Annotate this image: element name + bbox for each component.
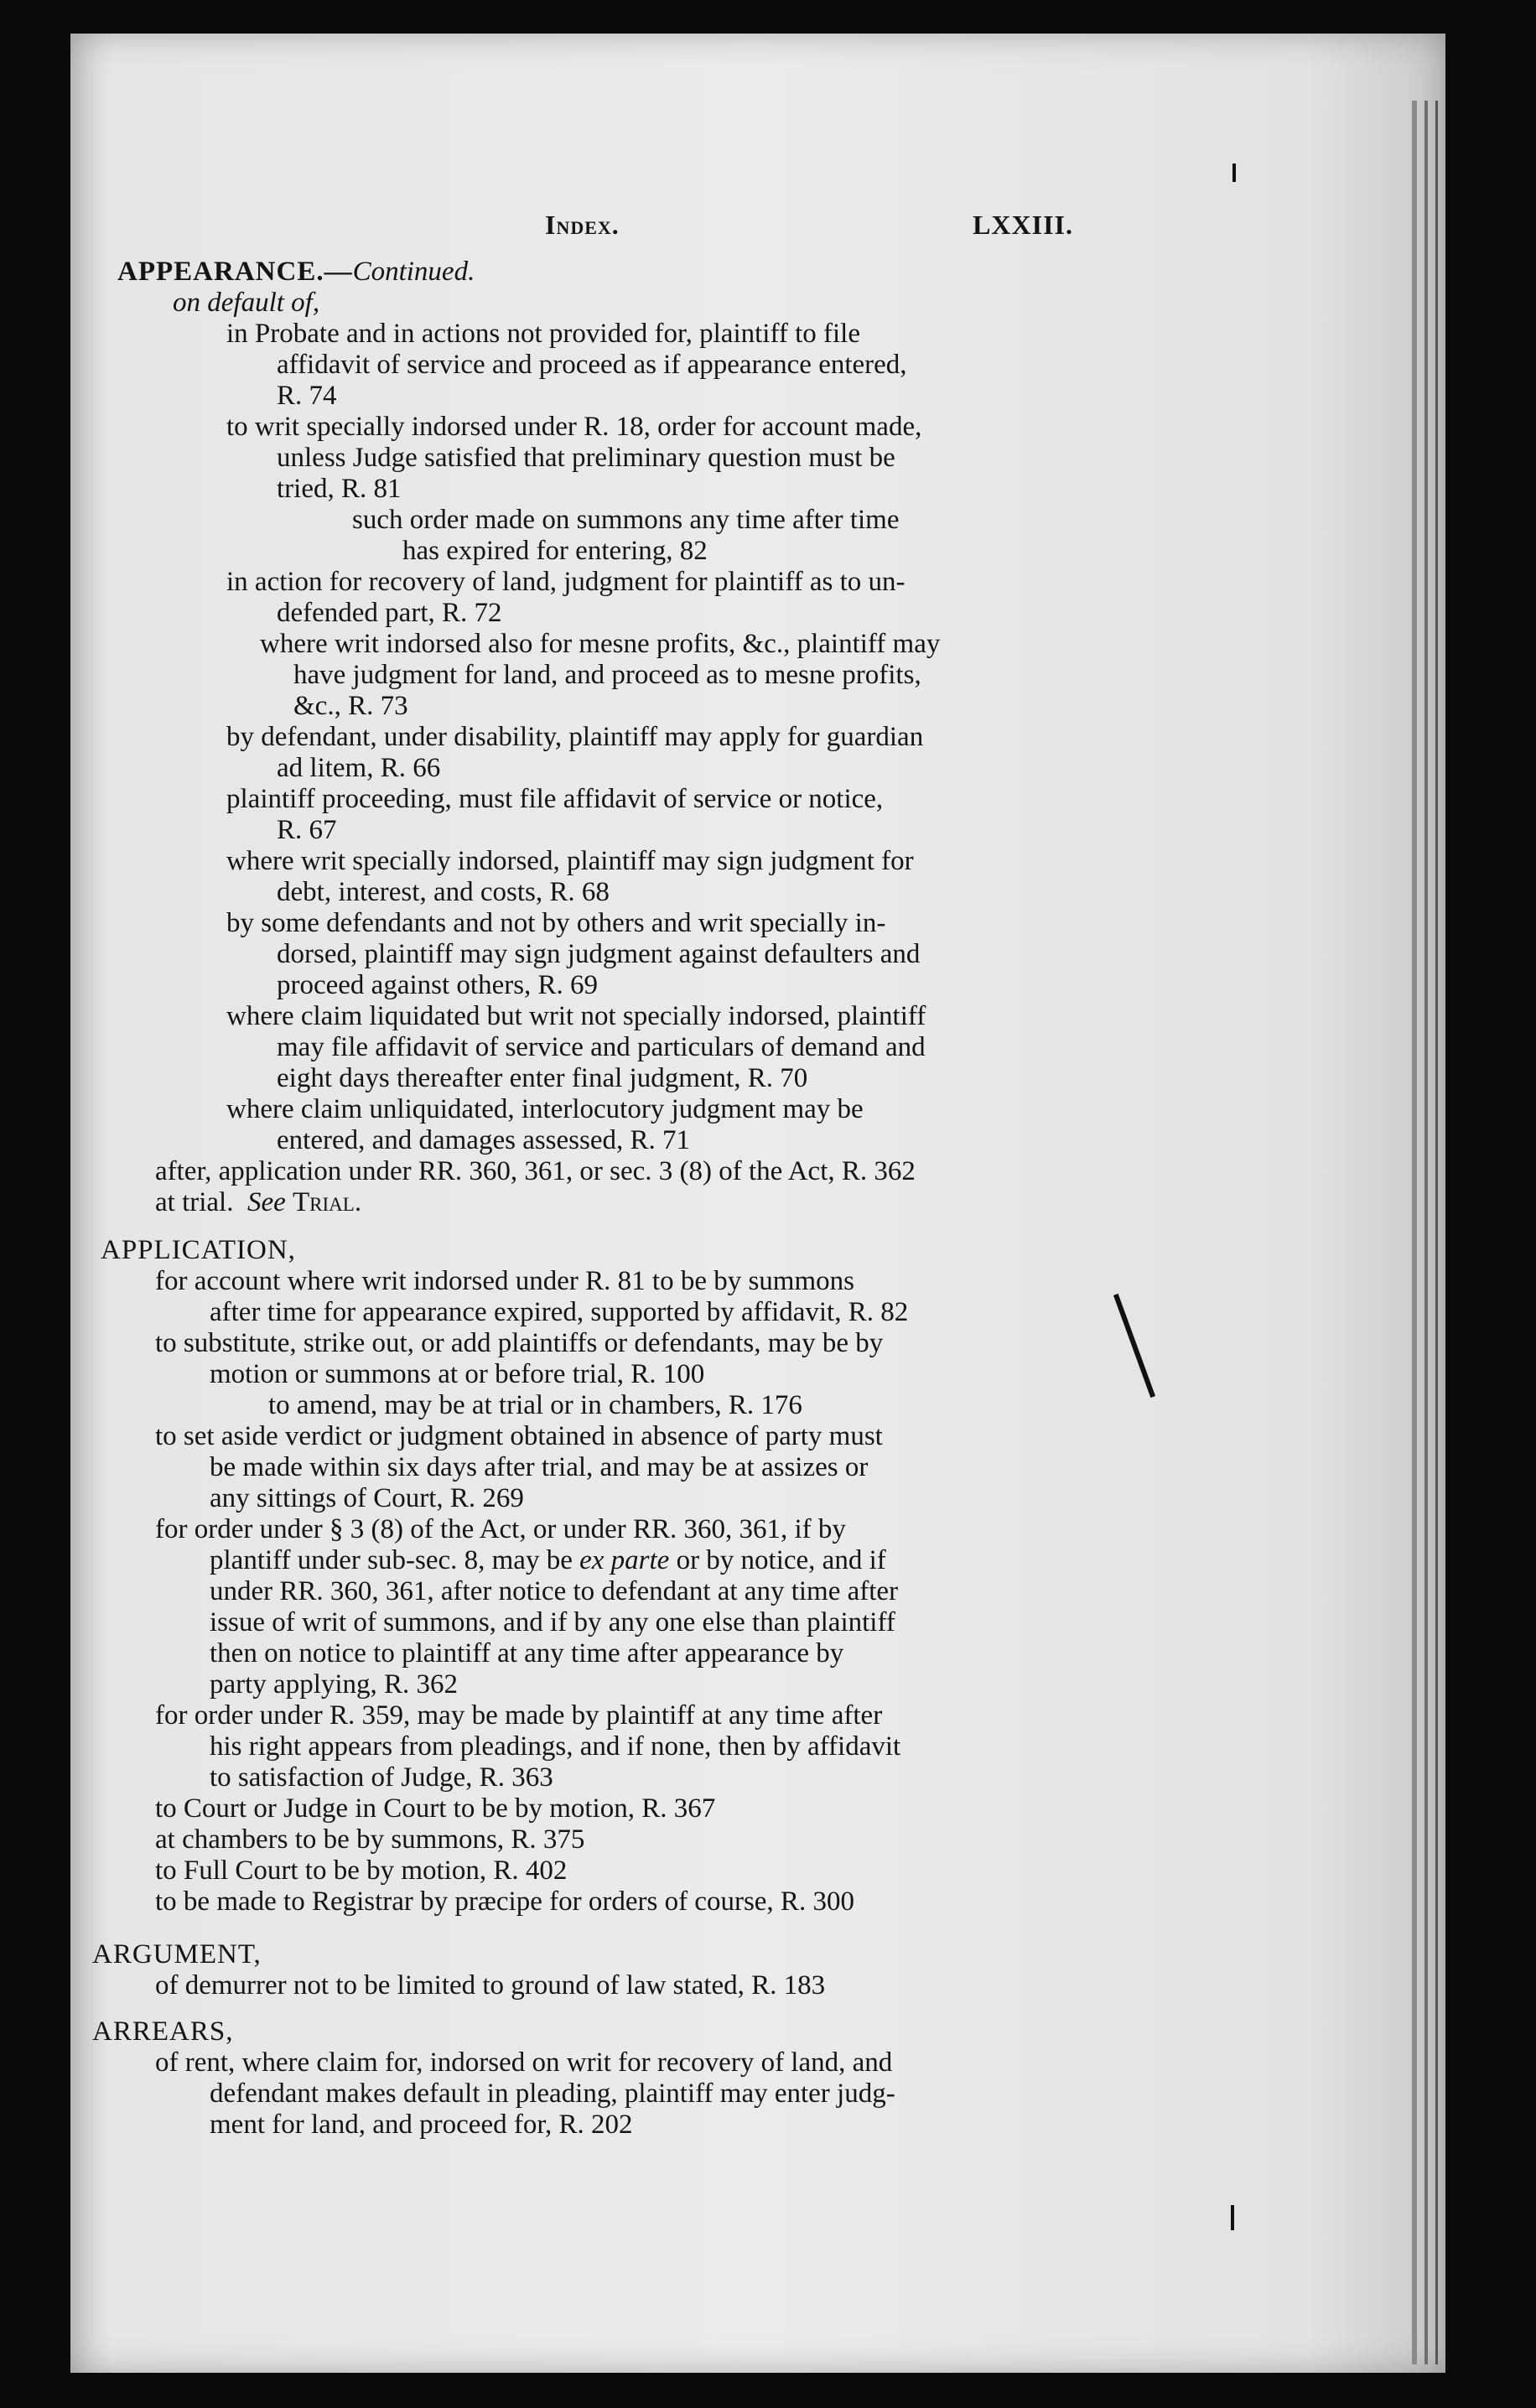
index-line: tried, R. 81 (277, 474, 402, 504)
index-line: to Full Court to be by motion, R. 402 (155, 1855, 568, 1886)
entry-heading-appearance: APPEARANCE.—Continued. (117, 257, 475, 287)
page-edge-shadow (1424, 101, 1428, 2364)
index-line: R. 67 (277, 815, 337, 845)
index-line: affidavit of service and proceed as if appearance entered, (277, 350, 907, 380)
index-line: R. 74 (277, 381, 337, 411)
index-line: under RR. 360, 361, after notice to defendant at any time after (210, 1576, 899, 1606)
page-edge-shadow (1435, 101, 1438, 2364)
index-line: any sittings of Court, R. 269 (210, 1483, 524, 1513)
entry-heading-arrears: ARREARS, (92, 2016, 234, 2047)
index-line: have judgment for land, and proceed as to mesne profits, (293, 660, 921, 690)
index-line: issue of writ of summons, and if by any one else than plaintiff (210, 1607, 895, 1637)
margin-pen-mark (1231, 2205, 1234, 2230)
index-line: where claim unliquidated, interlocutory judgment may be (226, 1094, 864, 1124)
index-line: be made within six days after trial, and may be at assizes or (210, 1452, 869, 1482)
index-line: to set aside verdict or judgment obtained in absence of party must (155, 1421, 883, 1451)
index-line: entered, and damages assessed, R. 71 (277, 1125, 691, 1155)
index-line: party applying, R. 362 (210, 1669, 459, 1700)
index-line: of demurrer not to be limited to ground of law stated, R. 183 (155, 1970, 826, 2001)
cross-reference: Trial. (293, 1187, 362, 1217)
index-line: at chambers to be by summons, R. 375 (155, 1824, 585, 1855)
index-line: debt, interest, and costs, R. 68 (277, 877, 610, 907)
index-line: defendant makes default in pleading, plaintiff may enter judg- (210, 2078, 895, 2109)
subheading: on default of, (173, 288, 320, 318)
index-line: in Probate and in actions not provided for, plaintiff to file (226, 319, 860, 349)
index-line: of rent, where claim for, indorsed on writ for recovery of land, and (155, 2047, 893, 2078)
index-line: where writ indorsed also for mesne profits, &c., plaintiff may (260, 629, 941, 659)
index-line: defended part, R. 72 (277, 598, 502, 628)
page-edge-shadow (1412, 101, 1417, 2364)
index-text-block (92, 210, 1073, 2141)
index-line: may file affidavit of service and particulars of demand and (277, 1032, 926, 1062)
entry-heading-application: APPLICATION, (101, 1235, 296, 1265)
page-number: LXXIII. (973, 210, 1073, 240)
index-line: to amend, may be at trial or in chambers, R. 176 (268, 1390, 802, 1420)
index-line: by some defendants and not by others and writ specially in- (226, 908, 886, 938)
index-line: in action for recovery of land, judgment for plaintiff as to un- (226, 567, 906, 597)
index-line: to Court or Judge in Court to be by motion, R. 367 (155, 1793, 716, 1824)
index-line: where claim liquidated but writ not specially indorsed, plaintiff (226, 1001, 926, 1031)
index-line: proceed against others, R. 69 (277, 970, 599, 1000)
index-line: after time for appearance expired, supported by affidavit, R. 82 (210, 1297, 909, 1327)
index-line-ex-parte: plantiff under sub-sec. 8, may be ex parte or by notice, and if (210, 1545, 886, 1575)
page-header (117, 210, 1073, 252)
index-line: plaintiff proceeding, must file affidavit of service or notice, (226, 784, 884, 814)
index-line: dorsed, plaintiff may sign judgment against defaulters and (277, 939, 921, 969)
index-line: such order made on summons any time after time (352, 505, 900, 535)
index-line: to be made to Registrar by præcipe for orders of course, R. 300 (155, 1886, 854, 1917)
index-line: &c., R. 73 (293, 691, 408, 721)
index-line: to writ specially indorsed under R. 18, order for account made, (226, 412, 922, 442)
index-line: ment for land, and proceed for, R. 202 (210, 2110, 633, 2140)
margin-pen-mark (1232, 163, 1236, 182)
index-line: for order under § 3 (8) of the Act, or under RR. 360, 361, if by (155, 1514, 846, 1544)
index-line: unless Judge satisfied that preliminary question must be (277, 443, 895, 473)
index-line: ad litem, R. 66 (277, 753, 441, 783)
index-line-at-trial: at trial. See Trial. (155, 1187, 362, 1217)
index-line: after, application under RR. 360, 361, or sec. 3 (8) of the Act, R. 362 (155, 1156, 916, 1186)
index-line: motion or summons at or before trial, R. 100 (210, 1359, 705, 1389)
index-line: to substitute, strike out, or add plaintiffs or defendants, may be by (155, 1328, 884, 1358)
index-line: his right appears from pleadings, and if none, then by affidavit (210, 1731, 901, 1762)
running-title: Index. (545, 210, 620, 240)
index-line: then on notice to plaintiff at any time after appearance by (210, 1638, 844, 1668)
index-line: for order under R. 359, may be made by plaintiff at any time after (155, 1700, 883, 1731)
index-line: where writ specially indorsed, plaintiff may sign judgment for (226, 846, 914, 876)
index-line: to satisfaction of Judge, R. 363 (210, 1762, 553, 1793)
index-line: eight days thereafter enter final judgment, R. 70 (277, 1063, 808, 1093)
index-line: for account where writ indorsed under R. 81 to be by summons (155, 1266, 854, 1296)
index-line: has expired for entering, 82 (402, 536, 708, 566)
entry-heading-argument: ARGUMENT, (92, 1939, 262, 1969)
index-line: by defendant, under disability, plaintiff may apply for guardian (226, 722, 924, 752)
